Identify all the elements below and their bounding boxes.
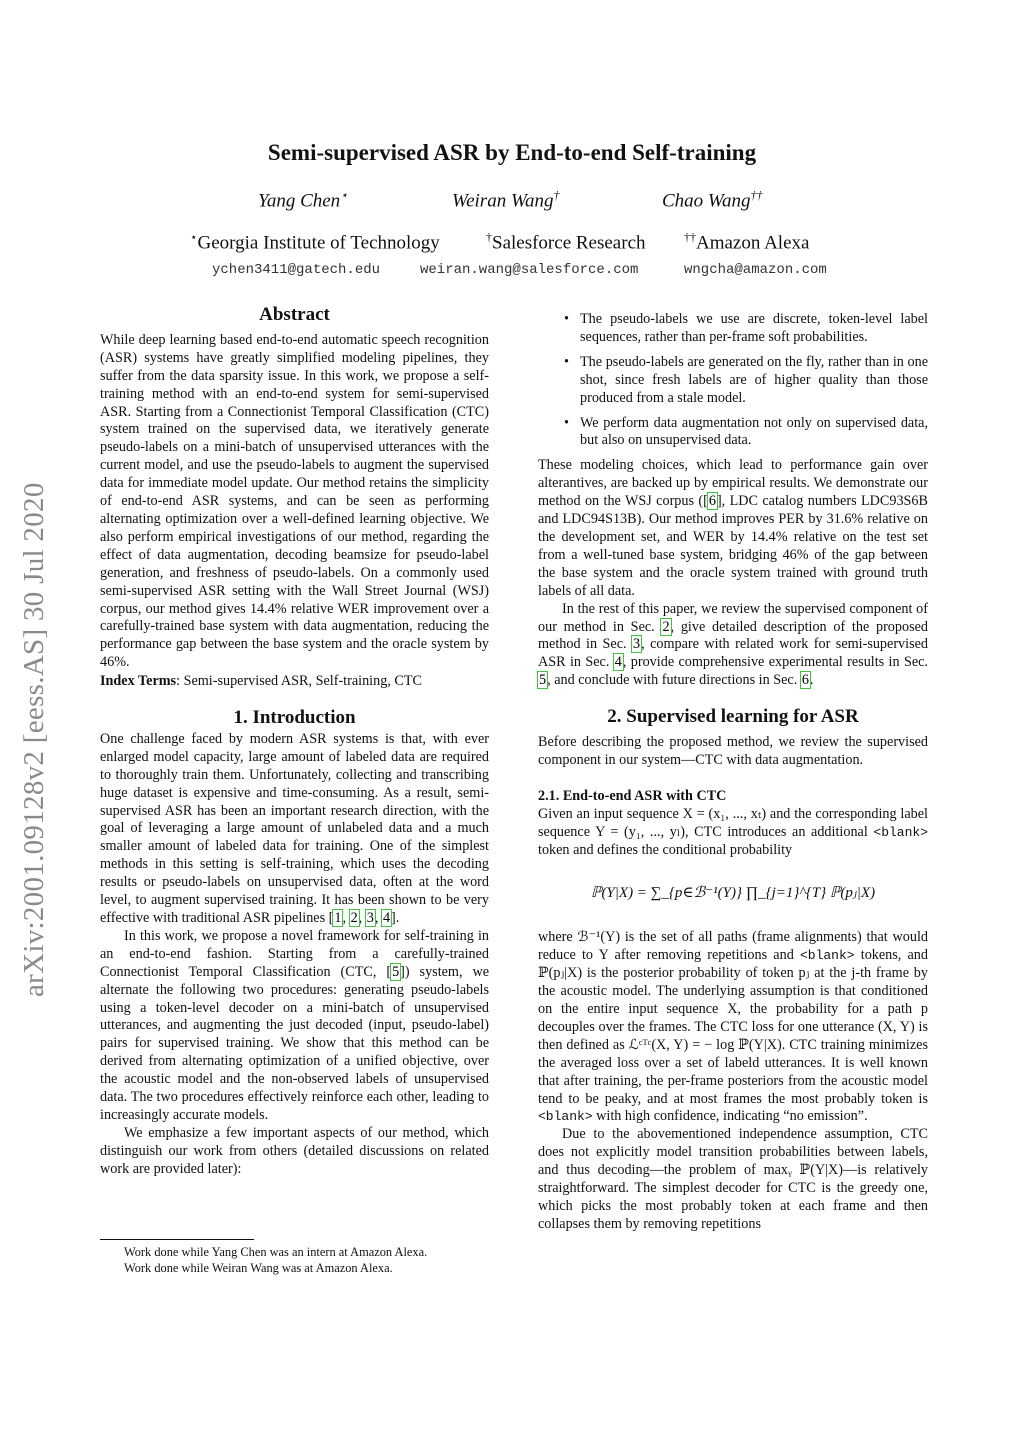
citation-link[interactable]: 1 — [334, 910, 342, 926]
list-item: • We perform data augmentation not only on supervised data, but also on unsupervised data. — [538, 415, 928, 451]
email-3: wngcha@amazon.com — [684, 262, 827, 278]
rp1-a: These modeling choices, which lead to performance gain over alterantives, are backed up by empirical results. We demonstrate our method on the WSJ corpus ([ — [538, 457, 928, 510]
paper-title: Semi-supervised ASR by End-to-end Self-training — [267, 140, 757, 165]
abstract-heading: Abstract — [259, 304, 330, 325]
abstract-text: While deep learning based end-to-end automatic speech recognition (ASR) systems have greatly simplified modeling pipelines, they suffer from the data sparsity issue. In this work, we propose a self-training method with an end-to-end system for semi-supervised ASR. Starting from a Connectionist Temporal Classification (CTC) system trained on the supervised data, we iteratively generate pseudo-labels on a mini-batch of unsupervised utterances with the current model, and use the pseudo-labels to augment the supervised data for immediate model update. Our method retains the simplicity of end-to-end ASR systems, and can be seen as performing alternating optimization over a well-defined learning objective. We also perform empirical investigations of our method, regarding the effect of data augmentation, decoding beamsize for pseudo-label generation, and freshness of pseudo-labels. On a commonly used semi-supervised ASR setting with the Wall Street Journal (WSJ) corpus, our method gives 14.4% relative WER improvement over a carefully-trained base system with data augmentation, reducing the performance gap between the base system and the oracle system by 46%. — [100, 331, 489, 671]
intro-p1-text: One challenge faced by modern ASR systems is that, with ever enlarged model capacity, large amount of labeled data are required to thoroughly train them. Unfortunately, collecting and transcribing huge dataset is expensive and time-consuming. As a result, semi-supervised ASR has been an important research direction, with the goal of leveraging a large amount of unlabeled data and a much smaller amount of labeled data for training. One of the simplest methods in this setting is self-training, which uses the decoding results or pseudo-labels on unsupervised data, often at the word level, to augment supervised training. It has been shown to be very effective with traditional ASR pipelines [ — [100, 730, 489, 926]
rp1-b: ], LDC catalog numbers LDC93S6B and LDC94S13B). Our method improves PER by 31.6% relative on the development set, and WER by 14.4% relative on the test set from a well-tuned base system, bridging 46% of the gap between the base system and the oracle system trained with ground truth labels of all data. — [538, 493, 928, 599]
right-paragraph-4: Due to the abovementioned independence assumption, CTC does not explicitly model transition probabilities between labels, and thus decoding—the problem of maxᵧ ℙ(Y|X)—is relatively straightforward. The simplest decoder for CTC is the greedy one, which picks the most probably token at each frame and then collapses them by removing repetitions — [538, 1126, 928, 1232]
right-column — [538, 311, 928, 1234]
section-link[interactable]: 4 — [614, 654, 622, 671]
intro-paragraph-3: We emphasize a few important aspects of our method, which distinguish our work from others (detailed discussions on related work are provided later): — [100, 1124, 489, 1177]
footnote-2: Work done while Weiran Wang was at Amazon Alexa. — [124, 1261, 393, 1275]
ctc-equation: ℙ(Y|X) = ∑_{p∈ℬ⁻¹(Y)} ∏_{j=1}^{T} ℙ(pⱼ|X) — [590, 885, 876, 902]
affiliation-name: Salesforce Research — [492, 232, 646, 254]
blank-token: <blank> — [873, 824, 928, 840]
citation-link[interactable]: 2 — [350, 910, 358, 926]
rp2-f: . — [809, 672, 814, 689]
right-paragraph-1 — [538, 457, 928, 600]
list-item: • The pseudo-labels are generated on the fly, rather than in one shot, since fresh labels are of higher quality than those produced from a stale model. — [538, 354, 928, 408]
contribution-list — [538, 311, 928, 450]
left-column — [100, 306, 489, 1179]
author-name: Yang Chen — [258, 190, 341, 212]
citation-link[interactable]: 5 — [392, 963, 400, 980]
intro-paragraph-1: One challenge faced by modern ASR systems is that, with ever enlarged model capacity, large amount of labeled data are required to thoroughly train them. Unfortunately, collecting and transcribing huge dataset is expensive and time-consuming. As a result, semi-supervised ASR has been an important research direction, with the goal of leveraging a large amount of unlabeled data and a much smaller amount of labeled data for training. One of the simplest methods in this setting is self-training, which uses the decoding results or pseudo-labels on unsupervised data, often at the word level, to augment supervised training. It has been shown to be very effective with traditional ASR pipelines [1, 2, 3, 4]. — [100, 730, 489, 926]
affiliation-name: Amazon Alexa — [696, 232, 810, 254]
section-link[interactable]: 3 — [633, 636, 641, 653]
citation-link[interactable]: 4 — [382, 910, 391, 926]
rp2-d: , provide comprehensive experimental results in Sec. — [622, 654, 928, 671]
author-1 — [258, 188, 348, 212]
intro-p2-b: ]) system, we alternate the following two procedures: generating pseudo-labels using a token-level decoder on a mini-batch of unsupervised utterances, and augmenting the just decoded (input, pseudo-label) pairs for supervised training. We show that this method can be derived from alternating optimization of a unified objective, over the acoustic model and the non-observed labels of unsupervised data. The two procedures effectively reinforce each other, leading to increasingly accurate models. — [100, 963, 489, 1123]
affiliation-mark: † — [486, 230, 492, 244]
intro-heading: 1. Introduction — [233, 707, 356, 729]
section-link[interactable]: 6 — [801, 672, 809, 689]
author-mark: ⋆ — [340, 188, 348, 202]
citation-link[interactable]: 6 — [708, 493, 716, 510]
list-item: • The pseudo-labels we use are discrete, token-level label sequences, rather than per-frame soft probabilities. — [538, 311, 928, 347]
intro-p2-a: In this work, we propose a novel framework for self-training in an end-to-end fashion. Starting from a carefully-trained Connectionist Temporal Classification (CTC, [ — [100, 927, 489, 980]
rp2-b: , give detailed description of the proposed method in Sec. — [538, 618, 928, 653]
subsection-2-1-text — [538, 806, 928, 860]
author-name: Weiran Wang — [452, 190, 554, 212]
arxiv-stamp: arXiv:2001.09128v2 [eess.AS] 30 Jul 2020 — [18, 482, 50, 998]
blank-token: <blank> — [538, 1109, 593, 1125]
rp3-a: where ℬ⁻¹(Y) is the set of all paths (frame alignments) that would reduce to Y after removing repetitions and — [538, 929, 928, 964]
rp2-a: In the rest of this paper, we review the supervised component of our method in Sec. — [538, 600, 928, 635]
affiliation-2 — [486, 230, 646, 254]
author-2 — [452, 188, 560, 212]
footnote-rule — [100, 1239, 254, 1240]
index-terms-label: Index Terms — [100, 673, 177, 690]
footnote-1: Work done while Yang Chen was an intern at Amazon Alexa. — [124, 1245, 428, 1259]
citation-link[interactable]: 3 — [366, 910, 374, 926]
affiliation-mark: †† — [684, 230, 696, 244]
blank-token: <blank> — [799, 948, 855, 964]
rp2-c: , compare with related work for semi-supervised ASR in Sec. — [538, 636, 928, 671]
author-mark: †† — [750, 188, 763, 202]
affiliation-mark: ⋆ — [190, 230, 198, 244]
author-name: Chao Wang — [662, 190, 751, 212]
section-2-heading: 2. Supervised learning for ASR — [607, 706, 859, 728]
affiliation-3 — [684, 230, 809, 254]
rp3-c: with high confidence, indicating “no emission”. — [592, 1108, 868, 1125]
rp2-e: , and conclude with future directions in Sec. — [547, 672, 801, 689]
subsection-2-1-heading: 2.1. End-to-end ASR with CTC — [538, 787, 727, 804]
footnotes — [124, 1244, 494, 1276]
index-terms-value: : Semi-supervised ASR, Self-training, CTC — [176, 673, 422, 690]
affiliation-name: Georgia Institute of Technology — [197, 232, 440, 254]
section-2-text: Before describing the proposed method, we review the supervised component in our system—CTC with data augmentation. — [538, 734, 928, 768]
intro-p1-end: ]. — [391, 910, 400, 926]
intro-paragraph-2 — [100, 928, 489, 1125]
email-2: weiran.wang@salesforce.com — [420, 262, 639, 278]
section-link[interactable]: 5 — [539, 672, 547, 689]
author-3 — [662, 188, 763, 212]
right-paragraph-3 — [538, 929, 928, 1126]
email-1: ychen3411@gatech.edu — [212, 262, 381, 278]
s21-b: token and defines the conditional probability — [538, 841, 793, 858]
right-paragraph-2 — [538, 601, 928, 691]
rp3-b: tokens, and ℙ(pⱼ|X) is the posterior probability of token pⱼ at the j-th frame by the acoustic model. The underlying assumption is that conditioned on the entire input sequence X, the probability for a path p decouples over the frames. The CTC loss for one utterance (X, Y) is then defined as ℒᶜᵀᶜ(X, Y) = − log ℙ(Y|X). CTC training minimizes the averaged loss over a set of labeld utterances. It is well known that after training, the per-frame posteriors from the acoustic model tend to be peaky, and at most frames the most probably token is — [538, 947, 928, 1107]
author-mark: † — [553, 188, 560, 202]
section-link[interactable]: 2 — [662, 618, 670, 635]
affiliation-1 — [190, 230, 440, 254]
s21-a: Given an input sequence X = (x₁, ..., xₜ) and the corresponding label sequence Y = (y₁, ..., yₗ), CTC introduces an additional — [538, 805, 928, 840]
index-terms — [100, 673, 489, 691]
